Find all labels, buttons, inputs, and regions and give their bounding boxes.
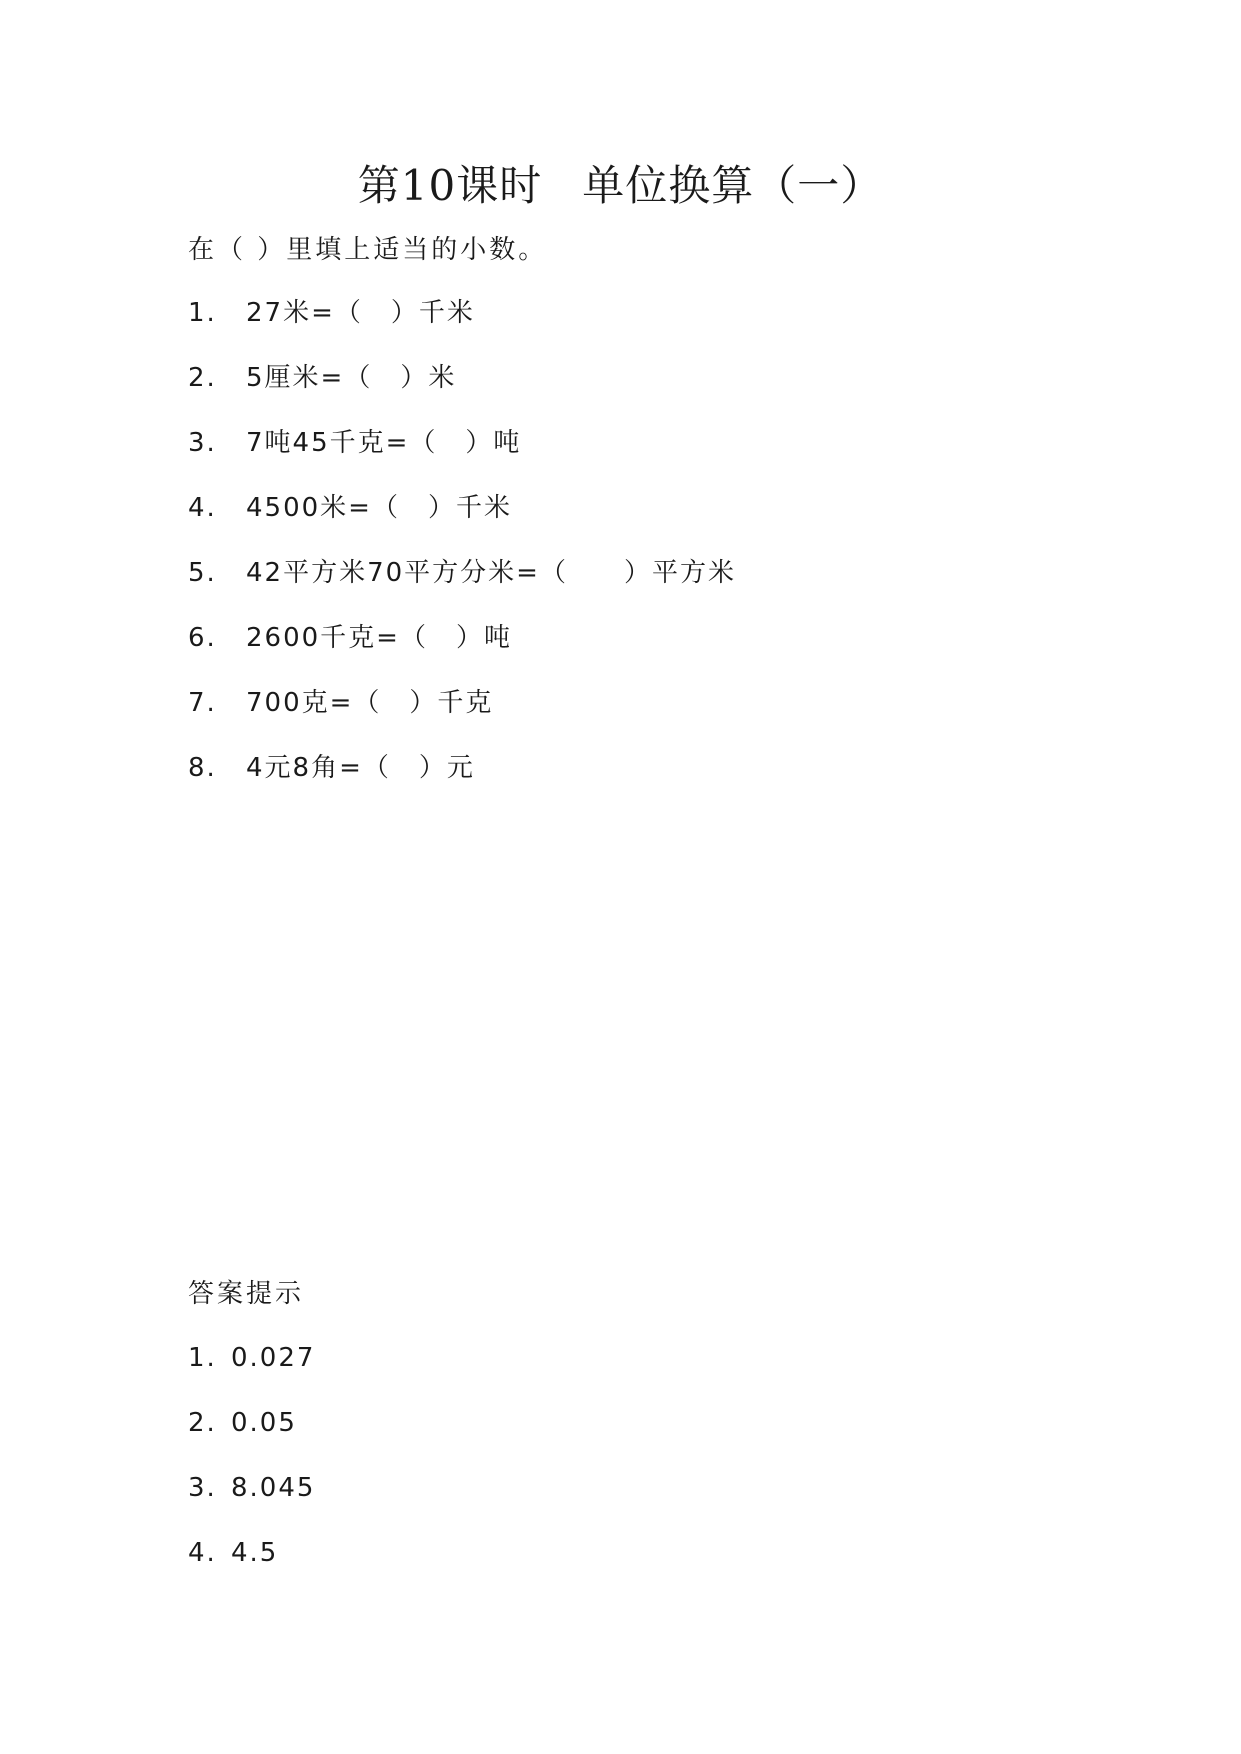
question-text: 700克=（ ）千克 <box>246 688 494 718</box>
question-item <box>188 620 736 685</box>
question-number: 7. <box>188 688 217 718</box>
question-text: 27米=（ ）千米 <box>246 298 475 328</box>
question-number: 8. <box>188 753 217 783</box>
answer-number: 3. <box>188 1473 217 1503</box>
question-list <box>188 295 736 815</box>
answer-text: 8.045 <box>231 1473 316 1503</box>
answer-number: 2. <box>188 1408 217 1438</box>
question-item <box>188 360 736 425</box>
topic-label: 单位换算（一） <box>582 161 884 210</box>
question-item <box>188 490 736 555</box>
question-number: 6. <box>188 623 217 653</box>
question-text: 42平方米70平方分米=（ ）平方米 <box>246 558 736 588</box>
answer-item <box>188 1340 315 1405</box>
question-text: 7吨45千克=（ ）吨 <box>246 428 522 458</box>
answer-number: 1. <box>188 1343 217 1373</box>
instruction-text: 在（ ）里填上适当的小数。 <box>188 235 548 265</box>
question-number: 1. <box>188 298 217 328</box>
answer-heading: 答案提示 <box>188 1279 305 1309</box>
answer-item <box>188 1535 315 1600</box>
answer-list <box>188 1340 315 1600</box>
question-text: 4元8角=（ ）元 <box>246 753 475 783</box>
question-text: 4500米=（ ）千米 <box>246 493 512 523</box>
answer-number: 4. <box>188 1538 217 1568</box>
question-item <box>188 750 736 815</box>
question-number: 4. <box>188 493 217 523</box>
question-item <box>188 555 736 620</box>
question-number: 2. <box>188 363 217 393</box>
question-item <box>188 425 736 490</box>
question-text: 5厘米=（ ）米 <box>246 363 457 393</box>
answer-text: 0.027 <box>231 1343 316 1373</box>
answer-text: 4.5 <box>231 1538 279 1568</box>
question-item <box>188 685 736 750</box>
answer-item <box>188 1470 315 1535</box>
answer-item <box>188 1405 315 1470</box>
question-item <box>188 295 736 360</box>
page-title <box>0 158 1241 214</box>
answer-text: 0.05 <box>231 1408 297 1438</box>
question-number: 3. <box>188 428 217 458</box>
lesson-label: 第10课时 <box>357 161 543 210</box>
question-number: 5. <box>188 558 217 588</box>
question-text: 2600千克=（ ）吨 <box>246 623 512 653</box>
